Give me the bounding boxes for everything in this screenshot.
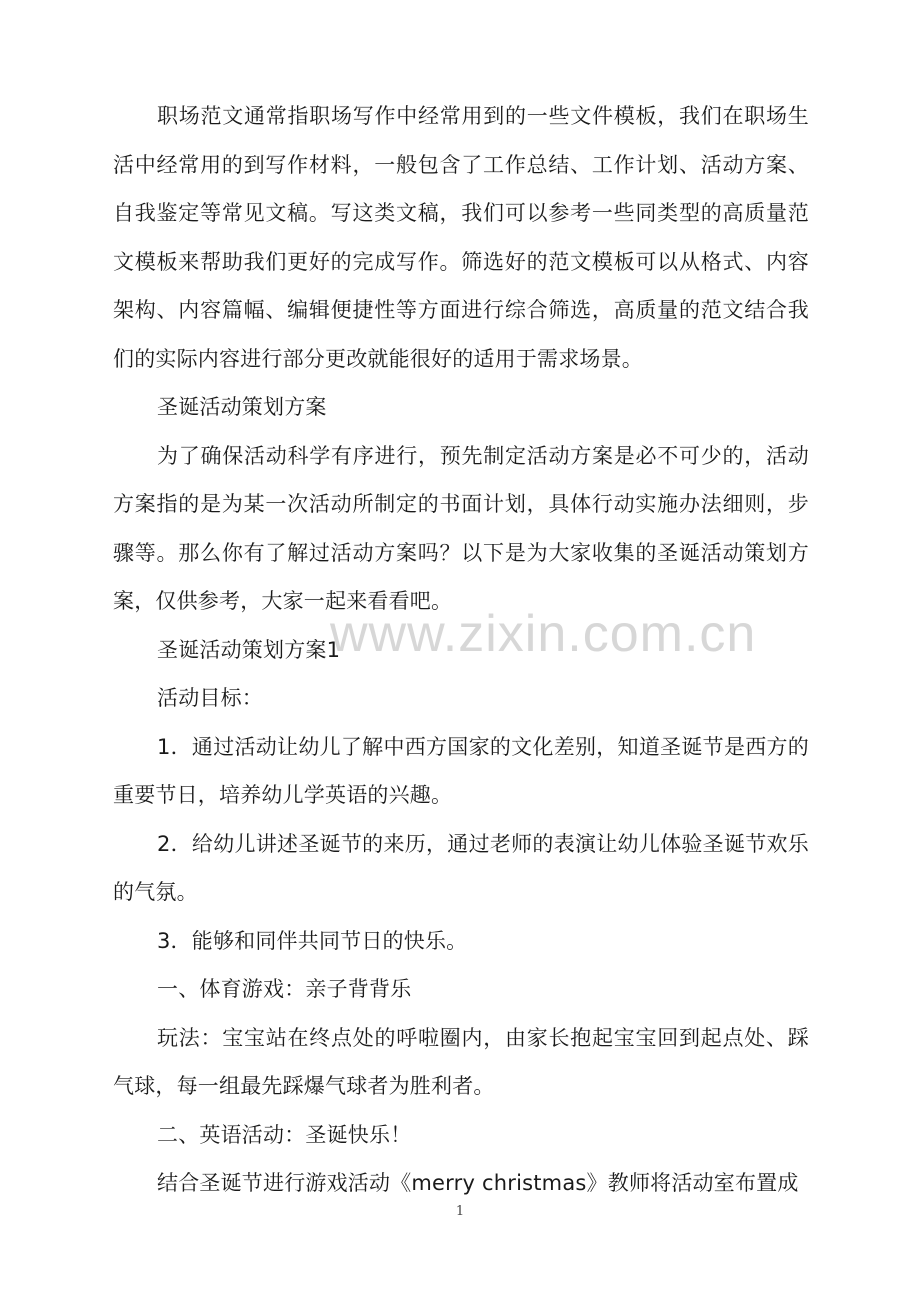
intro-paragraph: 职场范文通常指职场写作中经常用到的一些文件模板，我们在职场生活中经常用的到写作材料，一般包含了工作总结、工作计划、活动方案、自我鉴定等常见文稿。写这类文稿，我们可以参考一些同类型的高质量范文模板来帮助我们更好的完成写作。筛选好的范文模板可以从格式、内容架构、内容篇幅、编辑便捷性等方面进行综合筛选，高质量的范文结合我们的实际内容进行部分更改就能很好的适用于需求场景。 — [113, 104, 809, 371]
page-number: 1 — [455, 1204, 465, 1219]
section-title: 圣诞活动策划方案1 — [157, 637, 341, 662]
document-body — [113, 92, 809, 1208]
preface-paragraph: 为了确保活动科学有序进行，预先制定活动方案是必不可少的，活动方案指的是为某一次活动所制定的书面计划，具体行动实施办法细则，步骤等。那么你有了解过活动方案吗？以下是为大家收集的圣诞活动策划方案，仅供参考，大家一起来看看吧。 — [113, 443, 809, 613]
goal-item: 3．能够和同伴共同节日的快乐。 — [157, 928, 468, 953]
goal-item: 2．给幼儿讲述圣诞节的来历，通过老师的表演让幼儿体验圣诞节欢乐的气氛。 — [113, 831, 809, 904]
goal-item: 1．通过活动让幼儿了解中西方国家的文化差别，知道圣诞节是西方的重要节日，培养幼儿学英语的兴趣。 — [113, 734, 809, 807]
activity-description: 结合圣诞节进行游戏活动《merry christmas》教师将活动室布置成 — [157, 1171, 799, 1195]
goals-heading: 活动目标： — [157, 686, 263, 710]
activity-heading: 一、体育游戏：亲子背背乐 — [157, 977, 412, 1001]
document-title: 圣诞活动策划方案 — [157, 395, 327, 419]
watermark: www.zixin.com.cn — [330, 605, 757, 663]
activity-description: 玩法：宝宝站在终点处的呼啦圈内，由家长抱起宝宝回到起点处、踩气球，每一组最先踩爆气球者为胜利者。 — [113, 1025, 809, 1098]
activity-heading: 二、英语活动：圣诞快乐！ — [157, 1122, 412, 1147]
